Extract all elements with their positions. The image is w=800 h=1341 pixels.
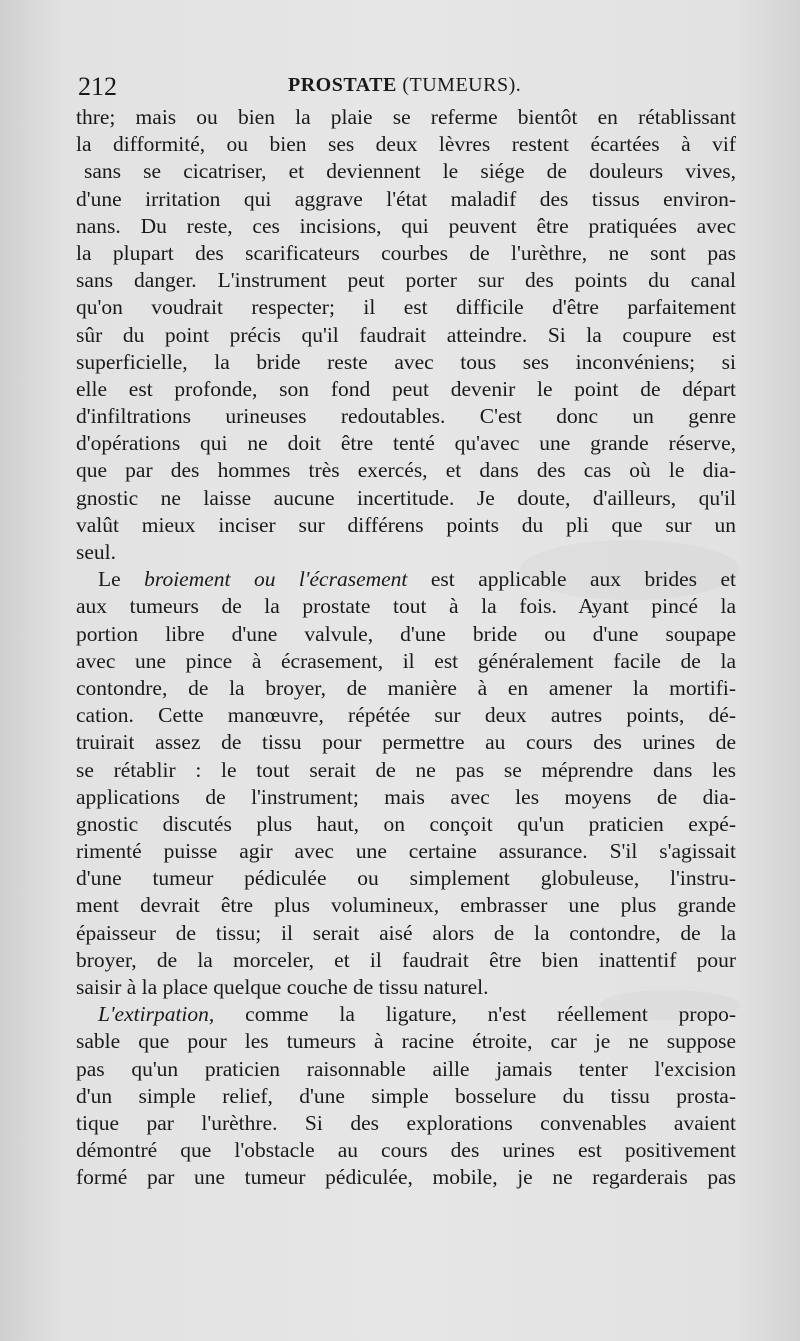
text-line: sans danger. L'instrument peut porter sur des points du canal <box>76 268 736 293</box>
body-text <box>76 104 736 1192</box>
text-line: qu'on voudrait respecter; il est difficile d'être parfaitement <box>76 295 736 320</box>
text-line: sans se cicatriser, et deviennent le siége de douleurs vives, <box>84 159 736 184</box>
text-line: pas qu'un praticien raisonnable aille jamais tenter l'excision <box>76 1056 736 1081</box>
text-line: aux tumeurs de la prostate tout à la fois. Ayant pincé la <box>76 594 736 619</box>
text-line: nans. Du reste, ces incisions, qui peuvent être pratiquées avec <box>76 213 736 238</box>
text-line: saisir à la place quelque couche de tissu naturel. <box>76 975 489 999</box>
text-line: avec une pince à écrasement, il est généralement facile de la <box>76 648 736 673</box>
para2-rest: est applicable aux brides et <box>430 567 736 592</box>
text-line: sûr du point précis qu'il faudrait atteindre. Si la coupure est <box>76 322 736 347</box>
running-title-sub: (TUMEURS). <box>402 74 522 96</box>
running-title-main: PROSTATE <box>288 74 397 96</box>
text-line: superficielle, la bride reste avec tous ses inconvéniens; si <box>76 349 736 374</box>
text-line: épaisseur de tissu; il serait aisé alors de la contondre, de la <box>76 920 736 945</box>
text-line: truirait assez de tissu pour permettre au cours des urines de <box>76 730 736 755</box>
running-title <box>288 74 521 97</box>
text-line: d'une tumeur pédiculée ou simplement globuleuse, l'instru- <box>76 866 736 891</box>
para3-rest: comme la ligature, n'est réellement propo- <box>245 1002 736 1027</box>
text-line: gnostic discutés plus haut, on conçoit qu'un praticien expé- <box>76 811 736 836</box>
text-line: démontré que l'obstacle au cours des urines est positivement <box>76 1138 736 1163</box>
text-line: sable que pour les tumeurs à racine étroite, car je ne suppose <box>76 1029 736 1054</box>
page-header <box>78 72 738 104</box>
text-line: applications de l'instrument; mais avec les moyens de dia- <box>76 784 736 809</box>
text-line: ment devrait être plus volumineux, embrasser une plus grande <box>76 893 736 918</box>
text-line: d'opérations qui ne doit être tenté qu'avec une grande réserve, <box>76 431 736 456</box>
page-number: 212 <box>78 72 117 101</box>
text-line: tique par l'urèthre. Si des explorations convenables avaient <box>76 1110 736 1135</box>
paragraph-start-line <box>76 566 736 593</box>
para3-term: L'extirpation, <box>98 1002 215 1027</box>
text-line: la difformité, ou bien ses deux lèvres restent écartées à vif <box>76 132 736 157</box>
text-line: broyer, de la morceler, et il faudrait être bien inattentif pour <box>76 947 736 972</box>
text-line: seul. <box>76 540 117 564</box>
text-line: thre; mais ou bien la plaie se referme bientôt en rétablissant <box>76 105 736 129</box>
text-line: d'une irritation qui aggrave l'état maladif des tissus environ- <box>76 186 736 211</box>
text-line: contondre, de la broyer, de manière à en amener la mortifi- <box>76 675 736 700</box>
text-line: que par des hommes très exercés, et dans des cas où le dia- <box>76 458 736 483</box>
text-line: cation. Cette manœuvre, répétée sur deux autres points, dé- <box>76 703 736 728</box>
paragraph-start-line <box>76 1001 736 1028</box>
text-line: se rétablir : le tout serait de ne pas se méprendre dans les <box>76 757 736 782</box>
text-line: d'un simple relief, d'une simple bosselure du tissu prosta- <box>76 1083 736 1108</box>
text-line: portion libre d'une valvule, d'une bride ou d'une soupape <box>76 621 736 646</box>
text-line: valût mieux inciser sur différens points du pli que sur un <box>76 512 736 537</box>
text-line: rimenté puisse agir avec une certaine assurance. S'il s'agissait <box>76 839 736 864</box>
para2-start: Le <box>98 567 121 592</box>
text-line: d'infiltrations urineuses redoutables. C'est donc un genre <box>76 404 736 429</box>
text-line: gnostic ne laisse aucune incertitude. Je doute, d'ailleurs, qu'il <box>76 485 736 510</box>
text-line: la plupart des scarificateurs courbes de l'urèthre, ne sont pas <box>76 240 736 265</box>
text-line: formé par une tumeur pédiculée, mobile, je ne regarderais pas <box>76 1165 736 1190</box>
para2-term: broiement ou l'écrasement <box>144 567 408 592</box>
text-line: elle est profonde, son fond peut devenir le point de départ <box>76 376 736 401</box>
